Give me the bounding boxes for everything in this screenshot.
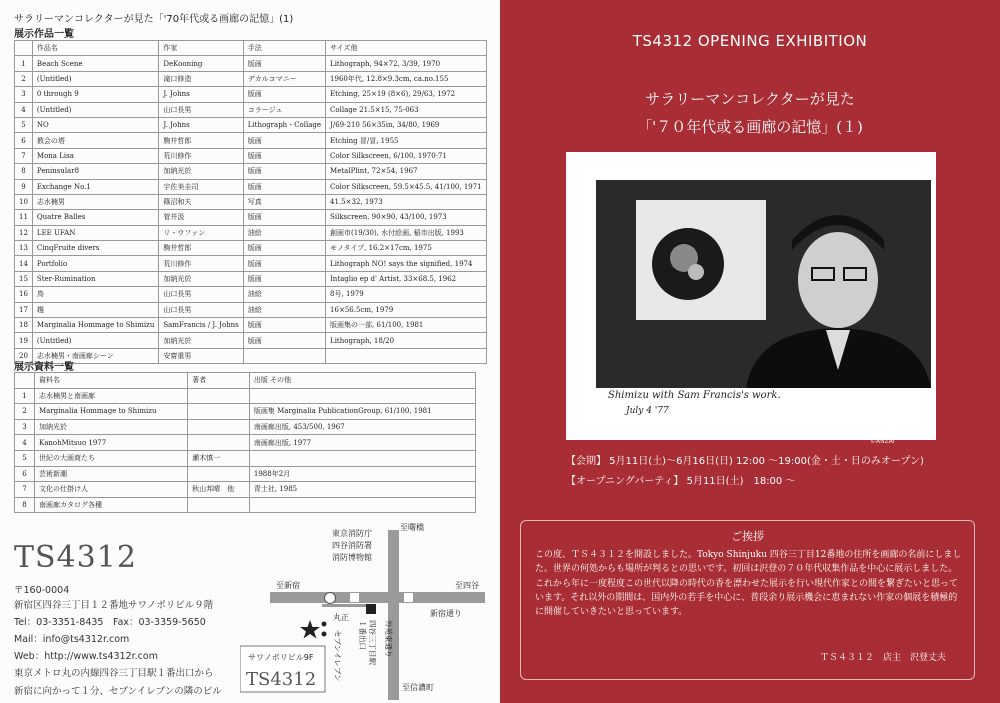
table-cell: J/69-210 56×35in, 34/80, 1969 bbox=[326, 117, 487, 132]
web: Web：http://www.ts4312r.com bbox=[14, 651, 158, 662]
table-cell: 16×56.5cm, 1979 bbox=[326, 302, 487, 317]
materials-header-row bbox=[15, 373, 476, 389]
table-cell: 版画 bbox=[243, 271, 325, 286]
address: 新宿区四谷三丁目１２番地サワノボリビル９階 bbox=[14, 600, 214, 611]
table-cell: 版画 bbox=[243, 318, 325, 333]
table-row bbox=[15, 71, 487, 86]
access-map bbox=[240, 520, 490, 700]
table-cell: モノタイプ, 16.2×17cm, 1975 bbox=[326, 241, 487, 256]
table-cell: 12 bbox=[15, 225, 33, 240]
table-cell: 版画 bbox=[243, 87, 325, 102]
table-row bbox=[15, 241, 487, 256]
map-to-yotsuya: 至四谷 bbox=[455, 581, 479, 590]
table-row bbox=[15, 348, 487, 363]
table-cell: 版画 bbox=[243, 210, 325, 225]
table-row bbox=[15, 164, 487, 179]
table-cell: 版画 bbox=[243, 333, 325, 348]
table-cell: 41.5×32, 1973 bbox=[326, 194, 487, 209]
table-row bbox=[15, 404, 476, 420]
table-cell: 版画 bbox=[243, 133, 325, 148]
map-to-shinjuku: 至新宿 bbox=[276, 581, 300, 590]
table-cell: Lithograph, 94×72, 3/39, 1970 bbox=[326, 56, 487, 71]
table-cell: 加納光於 bbox=[159, 164, 243, 179]
table-cell: Marginalia Hommage to Shimizu bbox=[32, 318, 158, 333]
table-cell: 荒川修作 bbox=[159, 148, 243, 163]
works-table bbox=[14, 40, 487, 364]
station-icon bbox=[366, 604, 376, 614]
table-cell: Exchange No.1 bbox=[32, 179, 158, 194]
table-row bbox=[15, 179, 487, 194]
table-cell: Lithograph, 18/20 bbox=[326, 333, 487, 348]
table-cell: 17 bbox=[15, 302, 33, 317]
table-header-cell: サイズ他 bbox=[326, 41, 487, 56]
table-row bbox=[15, 225, 487, 240]
table-cell: Etching, 25×19 (8×6), 29/63, 1972 bbox=[326, 87, 487, 102]
table-row bbox=[15, 419, 476, 435]
table-cell: 3 bbox=[15, 87, 33, 102]
table-cell bbox=[188, 419, 250, 435]
table-cell: Portfolio bbox=[32, 256, 158, 271]
works-body bbox=[15, 56, 487, 364]
table-cell: 山口長男 bbox=[159, 102, 243, 117]
table-cell: 版画集の一部, 61/100, 1981 bbox=[326, 318, 487, 333]
table-cell: 13 bbox=[15, 241, 33, 256]
table-cell: (Untitled) bbox=[32, 333, 158, 348]
table-cell: NO bbox=[32, 117, 158, 132]
document-title: サラリーマンコレクターが見た「'70年代或る画廊の記憶」(1) bbox=[14, 14, 294, 25]
table-row bbox=[15, 194, 487, 209]
portrait-illustration bbox=[596, 180, 931, 388]
table-header-cell: 手法 bbox=[243, 41, 325, 56]
table-cell: 版画 bbox=[243, 241, 325, 256]
tel-fax: Tel：03-3351-8435 Fax：03-3359-5650 bbox=[14, 617, 206, 628]
table-cell: Color Silkscreen, 59.5×45.5, 41/100, 1971 bbox=[326, 179, 487, 194]
table-cell: SamFrancis / J. Johns bbox=[159, 318, 243, 333]
table-row bbox=[15, 56, 487, 71]
table-cell: (Untitled) bbox=[32, 102, 158, 117]
table-cell: 0 through 9 bbox=[32, 87, 158, 102]
table-cell: 11 bbox=[15, 210, 33, 225]
table-cell: 志水楠男と南画廊 bbox=[35, 388, 188, 404]
table-header-cell: 資料名 bbox=[35, 373, 188, 389]
table-cell: Etching 冒/冒, 1955 bbox=[326, 133, 487, 148]
table-cell: Peninsular8 bbox=[32, 164, 158, 179]
table-cell: 加納光於 bbox=[159, 271, 243, 286]
table-cell: Color Silkscreen, 6/100, 1970-71 bbox=[326, 148, 487, 163]
map-exit: １番出口 bbox=[358, 620, 367, 650]
table-row bbox=[15, 256, 487, 271]
table-cell: リ・ウファン bbox=[159, 225, 243, 240]
exhibition-subtitle-2: 「'７０年代或る画廊の記憶」(１) bbox=[637, 118, 863, 136]
table-cell: 7 bbox=[15, 482, 35, 498]
table-cell bbox=[188, 466, 250, 482]
table-cell: 青土社, 1985 bbox=[249, 482, 475, 498]
table-cell: 8 bbox=[15, 164, 33, 179]
table-cell: 8号, 1979 bbox=[326, 287, 487, 302]
table-row bbox=[15, 450, 476, 466]
table-cell: MetalPlint, 72×54, 1967 bbox=[326, 164, 487, 179]
table-cell: 菅井汲 bbox=[159, 210, 243, 225]
table-header-cell: 作家 bbox=[159, 41, 243, 56]
access-line-2: 新宿に向かって１分、セブンイレブンの隣のビル bbox=[14, 686, 222, 697]
table-cell bbox=[188, 404, 250, 420]
table-cell: 芸術新潮 bbox=[35, 466, 188, 482]
table-row bbox=[15, 210, 487, 225]
table-cell: 秋山邦晴 他 bbox=[188, 482, 250, 498]
table-cell: 版画 bbox=[243, 256, 325, 271]
table-cell: Ster-Rumination bbox=[32, 271, 158, 286]
table-cell: 5 bbox=[15, 450, 35, 466]
subway-entrance-icon bbox=[350, 593, 359, 602]
map-fire-3: 消防博物館 bbox=[332, 553, 372, 562]
table-row bbox=[15, 271, 487, 286]
table-cell: 荒川修作 bbox=[159, 256, 243, 271]
table-cell: 文化の仕掛け人 bbox=[35, 482, 188, 498]
table-cell: 19 bbox=[15, 333, 33, 348]
table-cell: 南画廊カタログ各種 bbox=[35, 497, 188, 513]
table-cell: 版画 bbox=[243, 179, 325, 194]
table-cell: 油絵 bbox=[243, 225, 325, 240]
table-cell: 瀬木慎一 bbox=[188, 450, 250, 466]
photo bbox=[566, 152, 936, 440]
table-cell: Lithograph NO! says the signified, 1974 bbox=[326, 256, 487, 271]
table-cell: 15 bbox=[15, 271, 33, 286]
materials-body bbox=[15, 388, 476, 513]
photo-credit: ©ANZAI bbox=[870, 438, 895, 445]
table-cell bbox=[243, 348, 325, 363]
table-cell: 版画 bbox=[243, 164, 325, 179]
table-cell bbox=[188, 435, 250, 451]
table-cell: Marginalia Hommage to Shimizu bbox=[35, 404, 188, 420]
map-shinanomachi: 至信濃町 bbox=[402, 683, 434, 692]
opening-party: 【オープニングパーティ】 5月11日(土) 18:00 ～ bbox=[566, 476, 796, 487]
table-cell: 版画 bbox=[243, 148, 325, 163]
table-cell: 篠沼和夫 bbox=[159, 194, 243, 209]
shinjuku-road bbox=[270, 592, 485, 603]
table-cell: 駒井哲郎 bbox=[159, 241, 243, 256]
table-header-cell bbox=[15, 41, 33, 56]
postal-code: 〒160-0004 bbox=[14, 585, 70, 596]
materials-heading: 展示資料一覧 bbox=[14, 362, 74, 373]
works-header-row bbox=[15, 41, 487, 56]
table-header-cell: 出版 その他 bbox=[249, 373, 475, 389]
table-cell: 駒井哲郎 bbox=[159, 133, 243, 148]
table-row bbox=[15, 87, 487, 102]
table-row bbox=[15, 435, 476, 451]
table-cell: 志水楠男 bbox=[32, 194, 158, 209]
map-building: サワノボリビル9F bbox=[248, 653, 314, 662]
table-cell: 山口長男 bbox=[159, 287, 243, 302]
portrait-photo bbox=[596, 180, 931, 388]
table-cell: 世紀の大画商たち bbox=[35, 450, 188, 466]
mail: Mail：info@ts4312r.com bbox=[14, 634, 130, 645]
table-cell: 1960年代, 12.8×9.3cm, ca.no.155 bbox=[326, 71, 487, 86]
table-cell bbox=[249, 388, 475, 404]
table-cell: 創画市(19/30), 水付絵画, 稲市出版, 1993 bbox=[326, 225, 487, 240]
table-cell: Silkscreen, 90×90, 43/100, 1973 bbox=[326, 210, 487, 225]
table-cell: Collage 21.5×15, 75-063 bbox=[326, 102, 487, 117]
table-header-cell: 著者 bbox=[188, 373, 250, 389]
table-cell: J. Johns bbox=[159, 117, 243, 132]
table-cell: Intaglio ep d' Artist, 33×68.5, 1962 bbox=[326, 271, 487, 286]
table-cell bbox=[188, 497, 250, 513]
greeting-signature: ＴＳ４３１２ 店主 沢登丈夫 bbox=[820, 653, 947, 663]
table-row bbox=[15, 148, 487, 163]
greeting-title: ご挨拶 bbox=[731, 530, 764, 543]
table-cell: 安齋重男 bbox=[159, 348, 243, 363]
table-cell: J. Johns bbox=[159, 87, 243, 102]
table-cell: Mona Lisa bbox=[32, 148, 158, 163]
table-cell: 滝口修造 bbox=[159, 71, 243, 86]
table-cell: 版画 bbox=[243, 56, 325, 71]
table-cell: 4 bbox=[15, 435, 35, 451]
map-fire-1: 東京消防庁 bbox=[332, 529, 372, 538]
photo-caption: Shimizu with Sam Francis's work. bbox=[608, 390, 781, 401]
table-cell: (Untitled) bbox=[32, 71, 158, 86]
map-seven-eleven: セブンイレブン bbox=[333, 630, 342, 682]
exhibition-subtitle-1: サラリーマンコレクターが見た bbox=[645, 90, 855, 108]
gallery-logo: TS4312 bbox=[14, 540, 137, 575]
table-cell: 山口長男 bbox=[159, 302, 243, 317]
table-cell: コラージュ bbox=[243, 102, 325, 117]
table-row bbox=[15, 117, 487, 132]
photo-date: July 4 '77 bbox=[626, 406, 669, 416]
table-cell bbox=[249, 450, 475, 466]
table-cell: 4 bbox=[15, 102, 33, 117]
works-heading: 展示作品一覧 bbox=[14, 29, 74, 40]
table-row bbox=[15, 318, 487, 333]
table-cell: 1 bbox=[15, 388, 35, 404]
table-cell: Quatre Balles bbox=[32, 210, 158, 225]
table-cell: 6 bbox=[15, 133, 33, 148]
table-cell: 鳥 bbox=[32, 287, 158, 302]
table-cell: 16 bbox=[15, 287, 33, 302]
table-cell: Lithograph・Collage bbox=[243, 117, 325, 132]
table-cell: 趨 bbox=[32, 302, 158, 317]
table-cell: 南画廊出版, 453/500, 1967 bbox=[249, 419, 475, 435]
table-cell: 9 bbox=[15, 179, 33, 194]
table-cell: 版画集 Marginalia PublicationGroup, 61/100, 1981 bbox=[249, 404, 475, 420]
table-cell bbox=[249, 497, 475, 513]
table-row bbox=[15, 133, 487, 148]
map-fire-2: 四谷消防署 bbox=[332, 541, 372, 550]
map-gaien: 外苑東通り bbox=[384, 620, 393, 658]
materials-table bbox=[14, 372, 476, 513]
table-cell: 14 bbox=[15, 256, 33, 271]
table-cell: 加納光於 bbox=[159, 333, 243, 348]
map-station: 四谷三丁目駅 bbox=[368, 620, 377, 665]
gaien-road bbox=[388, 530, 399, 700]
table-header-cell: 作品名 bbox=[32, 41, 158, 56]
map-building-name: TS4312 bbox=[246, 669, 317, 690]
map-akebonobashi: 至曙橋 bbox=[400, 523, 424, 532]
table-cell: 教会の塔 bbox=[32, 133, 158, 148]
table-cell: 18 bbox=[15, 318, 33, 333]
map-shinjuku-dori: 新宿通り bbox=[430, 609, 462, 618]
table-row bbox=[15, 102, 487, 117]
table-cell: 南画廊出版, 1977 bbox=[249, 435, 475, 451]
table-row bbox=[15, 333, 487, 348]
table-cell: 1 bbox=[15, 56, 33, 71]
exhibition-title: TS4312 OPENING EXHIBITION bbox=[632, 32, 868, 50]
table-row bbox=[15, 482, 476, 498]
table-cell: 6 bbox=[15, 466, 35, 482]
table-row bbox=[15, 497, 476, 513]
intersection-icon bbox=[325, 593, 336, 604]
table-row bbox=[15, 287, 487, 302]
table-cell: 7 bbox=[15, 148, 33, 163]
table-cell: 油絵 bbox=[243, 287, 325, 302]
table-cell: DeKooning bbox=[159, 56, 243, 71]
table-cell: KanohMitsuo 1977 bbox=[35, 435, 188, 451]
table-cell: 志水楠男・南画廊シーン bbox=[32, 348, 158, 363]
table-cell: 宇佐美圭司 bbox=[159, 179, 243, 194]
table-cell: 10 bbox=[15, 194, 33, 209]
table-cell: 5 bbox=[15, 117, 33, 132]
table-cell: 油絵 bbox=[243, 302, 325, 317]
greeting-body: この度、ＴＳ４３１２を開設しました。Tokyo Shinjuku 四谷三丁目12番地の住所を画廊の名前にしました。世界の何処からも場所が判るとの思いです。初回は沢登の７０年代収集作品を中心に展示しました。これから年に一度程度この世代以降の時代の香を漂わせた展示を行い現代作家との間を繋ぎたいと思っています。それ以外の期間は、国内外の若手を中心に、普段余り展示機会に恵まれない作家の個展を積極的に開催していきたいと思っています。 bbox=[535, 550, 962, 618]
table-row bbox=[15, 302, 487, 317]
table-cell: 20 bbox=[15, 348, 33, 363]
table-cell: Beach Scene bbox=[32, 56, 158, 71]
table-row bbox=[15, 388, 476, 404]
table-cell: 1988年2月 bbox=[249, 466, 475, 482]
table-cell: 写真 bbox=[243, 194, 325, 209]
gallery-star-icon bbox=[300, 620, 320, 639]
access-line-1: 東京メトロ丸の内線四谷三丁目駅１番出口から bbox=[14, 668, 214, 679]
table-cell bbox=[188, 388, 250, 404]
table-cell bbox=[326, 348, 487, 363]
table-cell: 8 bbox=[15, 497, 35, 513]
table-cell: 3 bbox=[15, 419, 35, 435]
table-cell: 2 bbox=[15, 404, 35, 420]
exhibition-period: 【会期】 5月11日(土)～6月16日(日) 12:00 ～19:00(金・土・日のみオープン) bbox=[566, 456, 924, 467]
subway-entrance-icon bbox=[404, 593, 413, 602]
table-row bbox=[15, 466, 476, 482]
table-cell: 2 bbox=[15, 71, 33, 86]
table-cell: CinqFruite divers bbox=[32, 241, 158, 256]
table-header-cell bbox=[15, 373, 35, 389]
table-cell: LEE UFAN bbox=[32, 225, 158, 240]
map-marusho: 丸正 bbox=[333, 613, 349, 622]
table-cell: 加納光於 bbox=[35, 419, 188, 435]
table-cell: デカルコマニー bbox=[243, 71, 325, 86]
